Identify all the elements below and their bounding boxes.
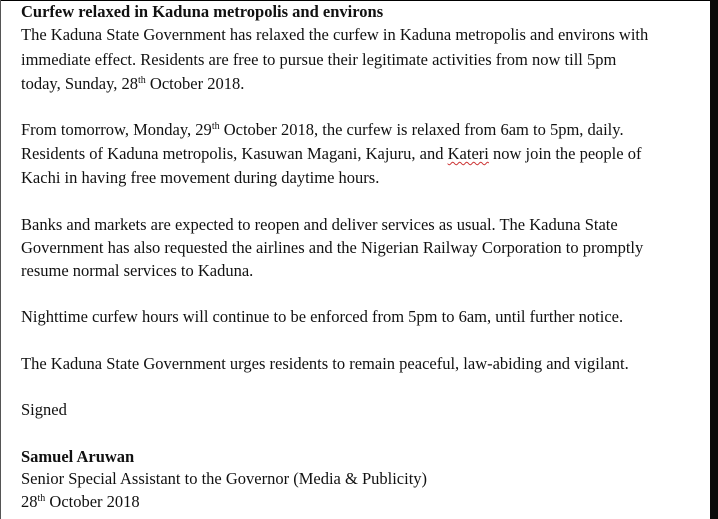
p2-line1-sup: th xyxy=(211,121,220,132)
p1-line3-text: today, Sunday, 28 xyxy=(21,74,139,93)
signer-role: Senior Special Assistant to the Governor (Media & Publicity) xyxy=(21,469,428,488)
p2-line1 xyxy=(21,118,624,141)
p2-line3: Kachi in having free movement during daytime hours. xyxy=(21,168,380,187)
signer-date-day: 28 xyxy=(21,492,38,511)
p2-line2-rest: now join the people of xyxy=(488,144,642,163)
signer-name: Samuel Aruwan xyxy=(21,447,135,466)
p2-line2 xyxy=(21,142,641,165)
p1-line2: immediate effect. Residents are free to pursue their legitimate activities from now till 5pm xyxy=(21,50,617,69)
p2-line1-rest: October 2018, the curfew is relaxed from 6am to 5pm, daily. xyxy=(219,120,624,139)
p3-line1: Banks and markets are expected to reopen and deliver services as usual. The Kaduna State xyxy=(21,215,618,234)
p4-text: Nighttime curfew hours will continue to be enforced from 5pm to 6am, until further notice. xyxy=(21,307,624,326)
signed-label: Signed xyxy=(21,400,67,419)
p3-line3: resume normal services to Kaduna. xyxy=(21,261,254,280)
p1-line3-sup: th xyxy=(138,75,146,86)
signer-date-sup: th xyxy=(37,493,46,504)
p1-line3-rest: October 2018. xyxy=(145,74,245,93)
p2-line1-text: From tomorrow, Monday, 29 xyxy=(21,120,212,139)
signer-date-rest: October 2018 xyxy=(45,492,140,511)
signer-date xyxy=(21,490,140,513)
right-shadow xyxy=(710,0,718,519)
document-title: Curfew relaxed in Kaduna metropolis and environs xyxy=(21,2,384,21)
p1-line3 xyxy=(21,72,244,95)
spellcheck-flagged-word: Kateri xyxy=(447,144,489,163)
p1-line1: The Kaduna State Government has relaxed the curfew in Kaduna metropolis and environs with xyxy=(21,25,649,44)
p5-text: The Kaduna State Government urges residents to remain peaceful, law-abiding and vigilant. xyxy=(21,354,629,373)
p3-line2: Government has also requested the airlines and the Nigerian Railway Corporation to promptly xyxy=(21,238,644,257)
p2-line2-text: Residents of Kaduna metropolis, Kasuwan Magani, Kajuru, and xyxy=(21,144,448,163)
